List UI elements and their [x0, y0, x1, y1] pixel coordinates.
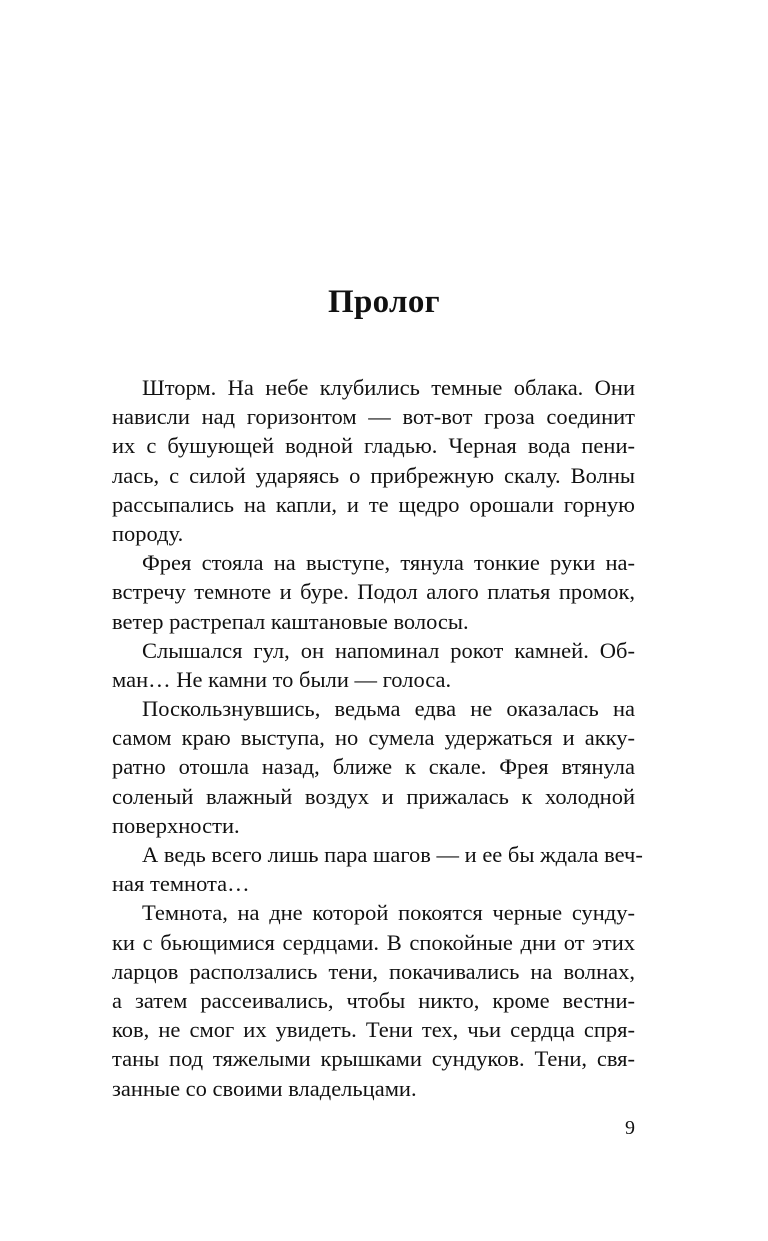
paragraph	[112, 840, 643, 898]
text-line: ветер растрепал каштановые волосы.	[112, 608, 469, 634]
text-line: соленый влажный воздух и прижалась к холодной	[112, 783, 635, 809]
text-line: таны под тяжелыми крышками сундуков. Тени, свя-	[112, 1046, 635, 1072]
paragraph	[112, 548, 635, 636]
text-line: занные со своими владельцами.	[112, 1075, 417, 1101]
paragraph	[112, 694, 635, 840]
text-line: Темнота, на дне которой покоятся черные сунду-	[142, 900, 635, 926]
text-line: ки с бьющимися сердцами. В спокойные дни от этих	[112, 929, 635, 955]
text-line: самом краю выступа, но сумела удержаться и акку-	[112, 725, 635, 751]
text-line: их с бушующей водной гладью. Черная вода пени-	[112, 433, 635, 459]
chapter-title: Пролог	[328, 284, 440, 320]
text-line: Шторм. На небе клубились темные облака. Они	[142, 375, 635, 400]
text-line: рассыпались на капли, и те щедро орошали горную	[112, 491, 635, 517]
text-line: поверхности.	[112, 812, 240, 838]
text-line: Поскользнувшись, ведьма едва не оказалась на	[142, 696, 635, 722]
text-line: ман… Не камни то были — голоса.	[112, 666, 452, 692]
text-line: ков, не смог их увидеть. Тени тех, чьи сердца спря-	[112, 1017, 635, 1043]
text-line: А ведь всего лишь пара шагов — и ее бы ждала веч-	[142, 842, 643, 867]
text-line: ларцов расползались тени, покачивались на волнах,	[112, 958, 635, 984]
text-line: ная темнота…	[112, 871, 250, 897]
text-line: встречу темноте и буре. Подол алого платья промок,	[112, 579, 635, 605]
text-line: ратно отошла назад, ближе к скале. Фрея втянула	[112, 754, 635, 780]
text-line: Фрея стояла на выступе, тянула тонкие руки на-	[142, 550, 635, 576]
page-number: 9	[625, 1117, 635, 1139]
paragraph	[112, 373, 635, 548]
paragraph	[112, 898, 635, 1102]
text-line: Слышался гул, он напоминал рокот камней. Об-	[142, 637, 635, 663]
body-text	[112, 373, 643, 1103]
text-line: а затем рассеивались, чтобы никто, кроме вестни-	[112, 987, 635, 1013]
text-line: породу.	[112, 520, 184, 546]
paragraph	[112, 636, 635, 694]
text-line: лась, с силой ударяясь о прибрежную скалу. Волны	[112, 462, 635, 488]
text-line: нависли над горизонтом — вот-вот гроза соединит	[112, 404, 635, 430]
